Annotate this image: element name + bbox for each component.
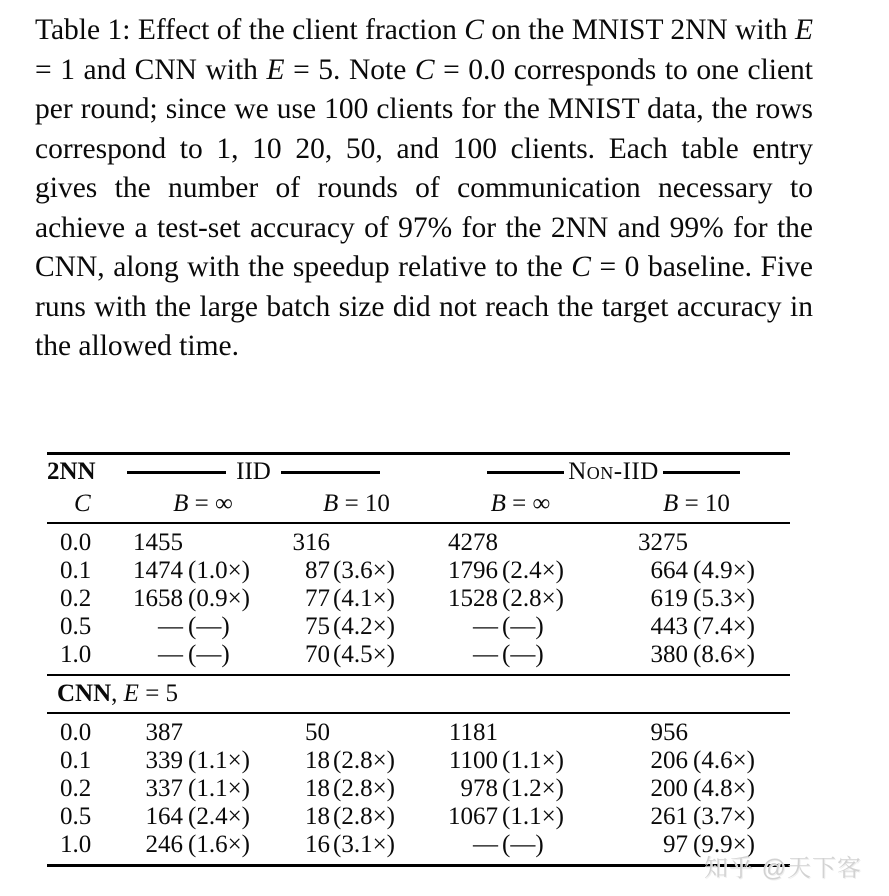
caption-text: Table 1: Effect of the client fraction bbox=[35, 14, 465, 46]
cell bbox=[410, 557, 575, 585]
cell bbox=[410, 831, 575, 866]
cell-value: 380 bbox=[650, 640, 688, 668]
cell bbox=[95, 775, 255, 803]
caption-text: = 0 baseline. Five runs with the large batch size did not reach the target accuracy in the allowed time. bbox=[35, 251, 813, 362]
cell bbox=[255, 613, 410, 641]
cell-speedup: (5.3×) bbox=[693, 584, 755, 612]
cell bbox=[255, 747, 410, 775]
col-header-rest: = 10 bbox=[678, 489, 730, 517]
cell-value: — bbox=[473, 640, 498, 668]
cell bbox=[575, 613, 790, 641]
group-header-noniid bbox=[410, 454, 790, 490]
cell-value: 339 bbox=[145, 746, 183, 774]
cell-value: 1658 bbox=[133, 584, 183, 612]
cell-c: 0.2 bbox=[60, 774, 92, 802]
cell bbox=[95, 613, 255, 641]
cell-c: 0.5 bbox=[60, 802, 92, 830]
cell bbox=[255, 523, 410, 557]
col-header-rest: = 10 bbox=[338, 489, 390, 517]
model-label-cnn: CNN bbox=[57, 679, 112, 707]
table-row bbox=[47, 831, 790, 866]
group-header-row bbox=[47, 454, 790, 490]
section-header-row bbox=[47, 675, 790, 713]
math-var-b: B bbox=[173, 489, 189, 517]
cell bbox=[410, 775, 575, 803]
cell-c: 1.0 bbox=[47, 641, 95, 675]
cell-value: 87 bbox=[305, 556, 330, 584]
math-var-b: B bbox=[663, 489, 679, 517]
cell-value: — bbox=[473, 830, 498, 858]
cell-value: 246 bbox=[145, 830, 183, 858]
cell-value: 4278 bbox=[448, 528, 498, 556]
cell-speedup: (—) bbox=[188, 612, 230, 640]
cell-speedup: (2.8×) bbox=[333, 746, 395, 774]
cell bbox=[255, 557, 410, 585]
cell-c: 0.0 bbox=[60, 718, 92, 746]
table-header bbox=[47, 454, 790, 523]
math-var-c: C bbox=[414, 53, 435, 86]
col-header-rest: = ∞ bbox=[188, 489, 233, 517]
cell-speedup: (4.2×) bbox=[333, 612, 395, 640]
cell-speedup: (2.8×) bbox=[502, 584, 564, 612]
cell-speedup: (4.8×) bbox=[693, 774, 755, 802]
table-row bbox=[47, 557, 790, 585]
cell-speedup: (1.1×) bbox=[502, 746, 564, 774]
cell-value: 387 bbox=[145, 718, 183, 746]
cell bbox=[95, 557, 255, 585]
section-2nn bbox=[47, 523, 790, 675]
cell-value: 956 bbox=[650, 718, 688, 746]
cell-value: 1067 bbox=[448, 802, 498, 830]
cell-value: 1100 bbox=[448, 746, 498, 774]
cell-speedup: (3.1×) bbox=[333, 830, 395, 858]
section-header-cell bbox=[47, 675, 790, 713]
math-var-e: E bbox=[794, 14, 813, 46]
cell-speedup: (1.1×) bbox=[188, 774, 250, 802]
group-header-iid-wrap bbox=[95, 458, 410, 486]
rule-line bbox=[127, 471, 226, 474]
caption-text: = 1 and CNN with bbox=[35, 53, 267, 86]
cell-value: 75 bbox=[305, 612, 330, 640]
cell-speedup: (4.9×) bbox=[693, 556, 755, 584]
group-header-noniid-wrap bbox=[410, 458, 790, 486]
cell-c: 0.1 bbox=[60, 556, 92, 584]
col-header-b-inf-iid bbox=[123, 490, 283, 523]
cell bbox=[255, 803, 410, 831]
group-label-iid: IID bbox=[236, 458, 271, 486]
cell-value: — bbox=[473, 612, 498, 640]
cell bbox=[575, 523, 790, 557]
cell-value: — bbox=[158, 612, 183, 640]
cell bbox=[255, 585, 410, 613]
cell-value: 77 bbox=[305, 584, 330, 612]
cell bbox=[410, 747, 575, 775]
cell bbox=[255, 641, 410, 675]
cell-value: 50 bbox=[305, 718, 330, 746]
cell-value: 316 bbox=[292, 528, 330, 556]
col-header-rest: = ∞ bbox=[505, 489, 551, 517]
table-row bbox=[47, 803, 790, 831]
cell bbox=[575, 557, 790, 585]
group-label-noniid: Non-IID bbox=[568, 458, 659, 486]
section-header-sep: , bbox=[111, 679, 124, 707]
cell-speedup: (—) bbox=[502, 612, 544, 640]
rule-line bbox=[281, 471, 380, 474]
cell-value: 1455 bbox=[133, 528, 183, 556]
cell bbox=[575, 641, 790, 675]
cell-value: 978 bbox=[460, 774, 498, 802]
cell-value: 337 bbox=[145, 774, 183, 802]
cell-c: 1.0 bbox=[60, 830, 92, 858]
cell-speedup: (1.1×) bbox=[188, 746, 250, 774]
cell-value: 16 bbox=[305, 830, 330, 858]
section-header-rest: = 5 bbox=[138, 679, 179, 707]
cell-speedup: (—) bbox=[188, 640, 230, 668]
cell-value: 619 bbox=[650, 584, 688, 612]
cell-c: 0.5 bbox=[60, 612, 92, 640]
cell bbox=[575, 585, 790, 613]
cell-value: 3275 bbox=[638, 528, 688, 556]
col-header-b-10-noniid bbox=[589, 490, 804, 523]
cell-speedup: (0.9×) bbox=[188, 584, 250, 612]
cell bbox=[95, 713, 255, 747]
section-header-cnn bbox=[47, 675, 790, 713]
watermark: 知乎 @天下客 bbox=[703, 855, 862, 882]
results-table bbox=[47, 452, 790, 867]
cell-value: 206 bbox=[650, 746, 688, 774]
cell bbox=[95, 747, 255, 775]
cell-value: 18 bbox=[305, 774, 330, 802]
section-cnn bbox=[47, 713, 790, 866]
cell-c: 0.0 bbox=[60, 528, 92, 556]
cell-speedup: (2.8×) bbox=[333, 802, 395, 830]
caption-text: on the MNIST 2NN with bbox=[483, 14, 795, 46]
math-var-b: B bbox=[323, 489, 339, 517]
col-header-b-inf-noniid bbox=[438, 490, 603, 523]
cell-value: 1796 bbox=[448, 556, 498, 584]
math-var-e: E bbox=[123, 679, 139, 707]
math-var-c: C bbox=[464, 14, 484, 46]
cell-value: 200 bbox=[650, 774, 688, 802]
cell bbox=[410, 585, 575, 613]
cell-speedup: (1.0×) bbox=[188, 556, 250, 584]
cell bbox=[410, 713, 575, 747]
cell bbox=[575, 803, 790, 831]
rule-line bbox=[663, 471, 740, 474]
math-var-e: E bbox=[266, 53, 285, 86]
cell-speedup: (4.1×) bbox=[333, 584, 395, 612]
col-header-c bbox=[47, 490, 95, 523]
cell-value: 443 bbox=[650, 612, 688, 640]
cell-value: 18 bbox=[305, 802, 330, 830]
results-table-container bbox=[47, 452, 790, 867]
model-label-2nn: 2NN bbox=[47, 458, 96, 486]
cell-speedup: (—) bbox=[502, 640, 544, 668]
caption-text: = 0.0 corresponds to one client per round; since we use 100 clients for the MNIST data, the rows correspond to 1, 10 20, 50, and 100 clients. Each table entry gives the number of rounds of communication necessary to achieve a test-set accuracy of 97% for the 2NN and 99% for the CNN, along with the speedup relative to the bbox=[35, 53, 813, 283]
cell-speedup: (4.5×) bbox=[333, 640, 395, 668]
cell-speedup: (3.6×) bbox=[333, 556, 395, 584]
cell bbox=[410, 641, 575, 675]
math-var-b: B bbox=[490, 489, 506, 517]
cell bbox=[575, 775, 790, 803]
math-var-c: C bbox=[571, 251, 591, 283]
cell-speedup: (2.8×) bbox=[333, 774, 395, 802]
cell-speedup: (1.6×) bbox=[188, 830, 250, 858]
table-row bbox=[47, 523, 790, 557]
cell-speedup: (2.4×) bbox=[502, 556, 564, 584]
table-caption bbox=[35, 11, 813, 367]
cell-value: 1528 bbox=[448, 584, 498, 612]
cell bbox=[410, 803, 575, 831]
table-row bbox=[47, 775, 790, 803]
group-header-iid bbox=[95, 454, 410, 490]
table-row bbox=[47, 713, 790, 747]
cell bbox=[95, 803, 255, 831]
cell bbox=[575, 747, 790, 775]
cell bbox=[95, 523, 255, 557]
cell-c: 0.1 bbox=[60, 746, 92, 774]
cell-value: 97 bbox=[663, 830, 688, 858]
cell-value: 1474 bbox=[133, 556, 183, 584]
cell-speedup: (1.2×) bbox=[502, 774, 564, 802]
cell bbox=[410, 613, 575, 641]
cell-value: 664 bbox=[650, 556, 688, 584]
cell-speedup: (4.6×) bbox=[693, 746, 755, 774]
cell bbox=[95, 641, 255, 675]
cell-value: 18 bbox=[305, 746, 330, 774]
cell-value: 261 bbox=[650, 802, 688, 830]
cell-value: 70 bbox=[305, 640, 330, 668]
cell bbox=[95, 585, 255, 613]
cell-speedup: (1.1×) bbox=[502, 802, 564, 830]
table-row bbox=[47, 585, 790, 613]
cell bbox=[255, 831, 410, 866]
cell bbox=[95, 831, 255, 866]
cell-value: 164 bbox=[145, 802, 183, 830]
cell bbox=[255, 713, 410, 747]
cell-value: 1181 bbox=[448, 718, 498, 746]
cell bbox=[575, 713, 790, 747]
cell-speedup: (9.9×) bbox=[693, 830, 755, 858]
cell-speedup: (2.4×) bbox=[188, 802, 250, 830]
cell-speedup: (8.6×) bbox=[693, 640, 755, 668]
rule-line bbox=[487, 471, 564, 474]
cell-speedup: (3.7×) bbox=[693, 802, 755, 830]
cell-speedup: (7.4×) bbox=[693, 612, 755, 640]
table-row bbox=[47, 641, 790, 675]
cell bbox=[255, 775, 410, 803]
table-row bbox=[47, 747, 790, 775]
cell-value: — bbox=[158, 640, 183, 668]
col-header-b-10-iid bbox=[279, 490, 434, 523]
cell-c: 0.2 bbox=[60, 584, 92, 612]
math-var-c: C bbox=[74, 489, 91, 517]
caption-text: = 5. Note bbox=[284, 53, 415, 86]
table-row bbox=[47, 613, 790, 641]
column-header-row bbox=[47, 490, 790, 523]
cell bbox=[410, 523, 575, 557]
cell-speedup: (—) bbox=[502, 830, 544, 858]
